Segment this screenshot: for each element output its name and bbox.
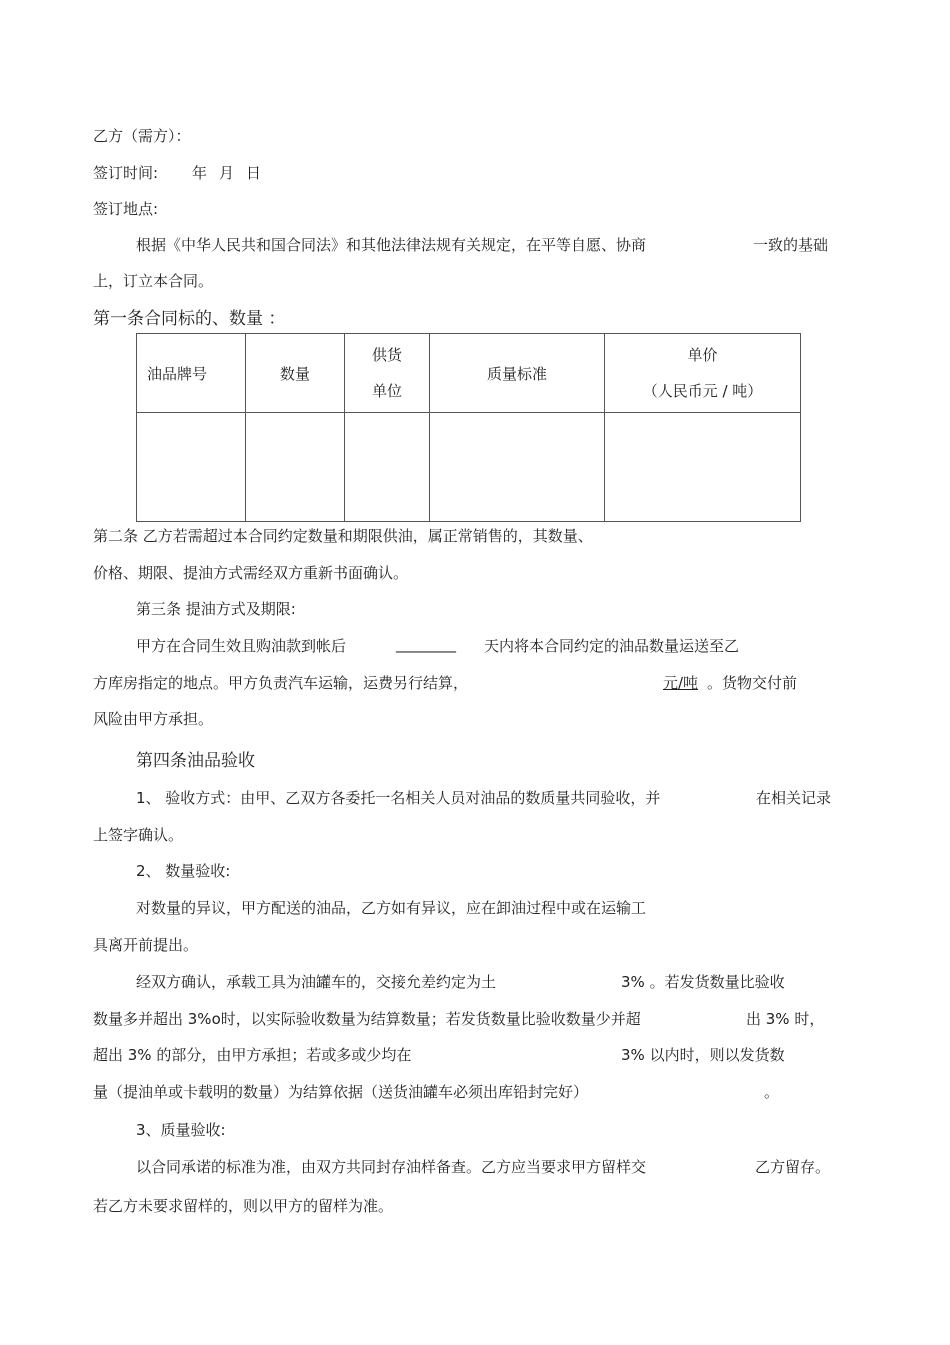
sign-time-month: 月 — [219, 164, 235, 182]
article4-p4-line-2: 若乙方未要求留样的，则以甲方的留样为准。 — [93, 1197, 394, 1215]
article4-p1-c: 上签字确认。 — [93, 826, 184, 844]
article4-p2-line-2: 具离开前提出。 — [93, 936, 199, 954]
header-supply-unit-line2: 单位 — [371, 382, 402, 400]
sign-time-day: 日 — [246, 164, 262, 182]
article3-line-1b: 天内将本合同约定的油品数量运送至乙 — [484, 637, 740, 655]
article3-line-3: 风险由甲方承担。 — [93, 710, 214, 728]
sign-place-label: 签订地点: — [93, 200, 159, 218]
article4-p3-line-3b: 3% 以内时，则以发货数 — [621, 1046, 785, 1064]
article4-p4-title: 3、质量验收: — [136, 1121, 226, 1139]
article3-line-2a: 方库房指定的地点。甲方负责汽车运输，运费另行结算， — [93, 674, 469, 692]
article2-line-1: 第二条 乙方若需超过本合同约定数量和期限供油，属正常销售的，其数量、 — [93, 527, 593, 545]
article4-p3-line-4a: 量（提油单或卡载明的数量）为结算依据（送货油罐车必须出库铅封完好） — [93, 1083, 589, 1101]
article4-p4-line-1a: 以合同承诺的标准为准，由双方共同封存油样备查。乙方应当要求甲方留样交 — [136, 1158, 647, 1176]
table-cell-oil-grade[interactable] — [137, 413, 246, 522]
table-cell-quality-standard[interactable] — [430, 413, 605, 522]
article4-title: 第四条油品验收 — [136, 751, 255, 771]
table-row — [137, 413, 801, 522]
article4-p4-line-1b: 乙方留存。 — [755, 1158, 831, 1176]
article3-title: 第三条 提油方式及期限: — [136, 600, 296, 618]
sign-time-label: 签订时间: — [93, 164, 159, 182]
intro-line-2: 上，订立本合同。 — [93, 272, 214, 290]
article1-title: 第一条合同标的、数量 ： — [93, 309, 286, 329]
header-unit-price-line1: 单价 — [687, 346, 718, 364]
article4-p3-line-1a: 经双方确认，承载工具为油罐车的，交接允差约定为土 — [136, 973, 497, 991]
article4-p3-line-3a: 超出 3% 的部分，由甲方承担；若或多或少均在 — [93, 1046, 412, 1064]
header-unit-price-line2: （人民币元 / 吨） — [642, 382, 763, 400]
table-header-row — [137, 334, 801, 413]
header-supply-unit-line1: 供货 — [371, 346, 402, 364]
intro-line-1a: 根据《中华人民共和国合同法》和其他法律法规有关规定，在平等自愿、协商 — [136, 236, 647, 254]
table-cell-quantity[interactable] — [246, 413, 345, 522]
header-quality-standard: 质量标准 — [430, 334, 605, 413]
sign-time-year: 年 — [192, 164, 208, 182]
table-cell-supply-unit[interactable] — [345, 413, 430, 522]
header-unit-price — [605, 334, 801, 413]
article3-line-2c: 。货物交付前 — [707, 674, 798, 692]
article4-p2-title: 2、 数量验收: — [136, 862, 231, 880]
header-quantity: 数量 — [246, 334, 345, 413]
days-blank[interactable]: ________ — [396, 635, 456, 653]
article4-p3-line-4b: 。 — [764, 1083, 780, 1101]
article4-p1-b: 在相关记录 — [756, 789, 832, 807]
article4-p3-line-2a: 数量多并超出 3%o时，以实际验收数量为结算数量；若发货数量比验收数量少并超 — [93, 1010, 641, 1028]
article2-line-2: 价格、期限、提油方式需经双方重新书面确认。 — [93, 564, 409, 582]
article4-p3-line-2b: 出 3% 时， — [746, 1010, 825, 1028]
party-b-label: 乙方（需方）： — [93, 127, 191, 145]
product-table — [136, 333, 801, 522]
freight-unit: 元/吨 — [663, 674, 699, 692]
header-supply-unit — [345, 334, 430, 413]
header-oil-grade: 油品牌号 — [137, 334, 246, 413]
article4-p1-a: 1、 验收方式：由甲、乙双方各委托一名相关人员对油品的数质量共同验收，并 — [136, 789, 661, 807]
intro-line-1b: 一致的基础 — [753, 236, 829, 254]
article4-p3-line-1b: 3% 。若发货数量比验收 — [621, 973, 785, 991]
article3-line-1a: 甲方在合同生效且购油款到帐后 — [136, 637, 347, 655]
table-cell-unit-price[interactable] — [605, 413, 801, 522]
article4-p2-line-1: 对数量的异议，甲方配送的油品，乙方如有异议，应在卸油过程中或在运输工 — [136, 899, 647, 917]
